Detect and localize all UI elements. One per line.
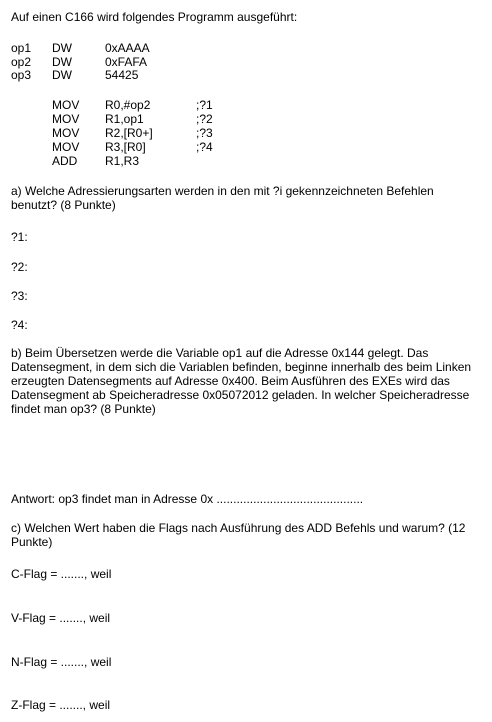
decl-label: op3 (11, 68, 32, 82)
code-operands: R1,op1 (105, 112, 144, 126)
code-mnemonic: MOV (52, 112, 80, 126)
intro-text: Auf einen C166 wird folgendes Programm ausgeführt: (11, 10, 298, 24)
code-mnemonic: MOV (52, 98, 80, 112)
answer-line-2: ?2: (11, 260, 28, 274)
code-operands: R0,#op2 (105, 98, 151, 112)
code-operands: R3,[R0] (105, 140, 146, 154)
decl-directive: DW (52, 68, 72, 82)
code-operands: R1,R3 (105, 154, 140, 168)
decl-directive: DW (52, 41, 72, 55)
question-b-text: b) Beim Übersetzen werde die Variable op1 auf die Adresse 0x144 gelegt. Das Datensegment, in dem sich die Variablen befinden, beginne innerhalb des beim Linken erzeugten Datensegments auf Adresse 0x400. Beim Ausführen des EXEs wird das Datensegment ab Speicheradresse 0x05072012 geladen. In welcher Speicheradresse findet man op3? (8 Punkte) (11, 346, 472, 416)
z-flag-line: Z-Flag = ......., weil (11, 698, 111, 712)
c-flag-line: C-Flag = ......., weil (11, 567, 112, 581)
v-flag-line: V-Flag = ......., weil (11, 611, 111, 625)
decl-value: 54425 (105, 68, 139, 82)
question-c-text: c) Welchen Wert haben die Flags nach Ausführung des ADD Befehls und warum? (12 Punkte) (11, 521, 466, 549)
question-b-answer: Antwort: op3 findet man in Adresse 0x ............................................ (11, 492, 364, 506)
answer-line-1: ?1: (11, 230, 28, 244)
code-comment: ;?4 (196, 140, 213, 154)
answer-line-4: ?4: (11, 318, 28, 332)
code-operands: R2,[R0+] (105, 126, 153, 140)
answer-line-3: ?3: (11, 289, 28, 303)
decl-directive: DW (52, 55, 72, 69)
code-mnemonic: ADD (52, 154, 78, 168)
n-flag-line: N-Flag = ......., weil (11, 655, 112, 669)
decl-value: 0xFAFA (105, 55, 148, 69)
code-mnemonic: MOV (52, 126, 80, 140)
decl-label: op1 (11, 41, 32, 55)
code-comment: ;?3 (196, 126, 213, 140)
decl-value: 0xAAAA (105, 41, 150, 55)
code-comment: ;?1 (196, 98, 213, 112)
question-a-text: a) Welche Adressierungsarten werden in den mit ?i gekennzeichneten Befehlen benutzt? (8 Punkte) (11, 184, 434, 212)
code-mnemonic: MOV (52, 140, 80, 154)
code-comment: ;?2 (196, 112, 213, 126)
decl-label: op2 (11, 55, 32, 69)
